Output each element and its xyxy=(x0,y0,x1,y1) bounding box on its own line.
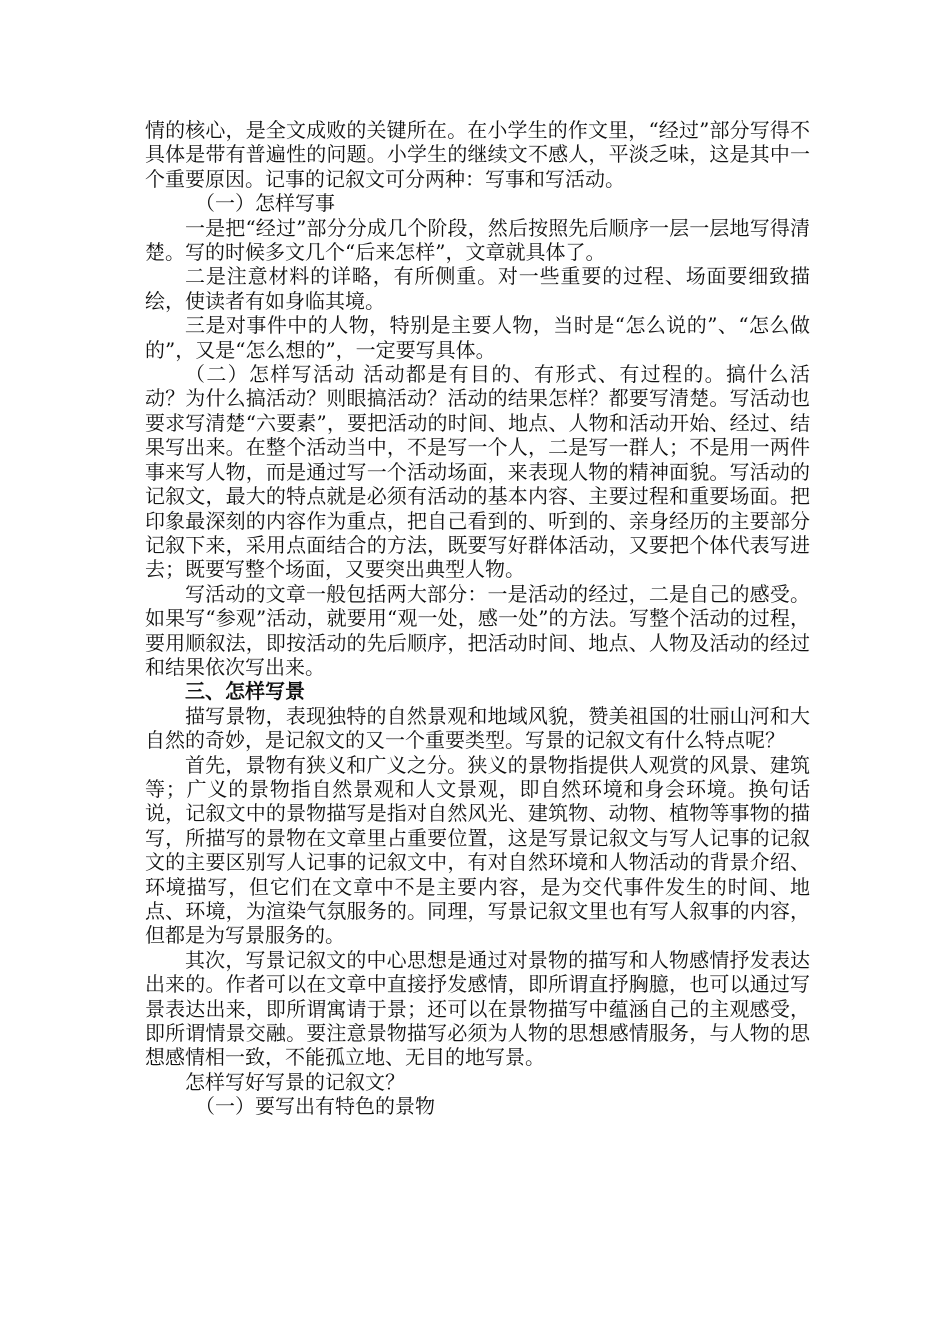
section-heading-scenery: 三、怎样写景 xyxy=(185,679,305,704)
subheading-how-to-write-events: （一）怎样写事 xyxy=(195,191,335,216)
paragraph-scenery-question: 怎样写好写景的记叙文？ xyxy=(185,1069,405,1094)
paragraph-scenery-first: 首先，景物有狭义和广义之分。狭义的景物指提供人观赏的风景、建筑等；广义的景物指自然景观和人文景观，即自然环境和身会环境。换句话说，记叙文中的景物描写是指对自然风光、建筑物、动物、植物等事物的描写，所描写的景物在文章里占重要位置，这是写景记叙文与写人记事的记叙文的主要区别写人记事的记叙文中，有对自然环境和人物活动的背景介绍、环境描写，但它们在文章中不是主要内容，是为交代事件发生的时间、地点、环境，为渲染气氛服务的。同理，写景记叙文里也有写人叙事的内容，但都是为写景服务的。 xyxy=(145,752,810,948)
paragraph-intro: 情的核心，是全文成败的关键所在。在小学生的作文里，“经过”部分写得不具体是带有普遍性的问题。小学生的继续文不感人，平淡乏味，这是其中一个重要原因。记事的记叙文可分两种：写事和写活动。 xyxy=(145,118,810,191)
paragraph-scenery-second: 其次，写景记叙文的中心思想是通过对景物的描写和人物感情抒发表达出来的。作者可以在文章中直接抒发感情，即所谓直抒胸臆，也可以通过写景表达出来，即所谓寓请于景；还可以在景物描写中蕴涵自己的主观感受，即所谓情景交融。要注意景物描写必须为人物的思想感情服务，与人物的思想感情相一致，不能孤立地、无目的地写景。 xyxy=(145,947,810,1070)
subheading-distinctive-scenery: （一）要写出有特色的景物 xyxy=(195,1094,435,1119)
paragraph-point-one: 一是把“经过”部分分成几个阶段，然后按照先后顺序一层一层地写得清楚。写的时候多文几个“后来怎样”，文章就具体了。 xyxy=(145,215,810,265)
paragraph-point-three: 三是对事件中的人物，特别是主要人物，当时是“怎么说的”、“怎么做的”，又是“怎么想的”，一定要写具体。 xyxy=(145,313,810,362)
paragraph-point-two: 二是注意材料的详略，有所侧重。对一些重要的过程、场面要细致描绘，使读者有如身临其境。 xyxy=(145,264,810,313)
paragraph-how-to-write-activities: （二）怎样写活动 活动都是有目的、有形式、有过程的。搞什么活动？为什么搞活动？则眼搞活动？活动的结果怎样？都要写清楚。写活动也要求写清楚“六要素”，要把活动的时间、地点、人物和活动开始、经过、结果写出来。在整个活动当中，不是写一个人，二是写一群人；不是用一两件事来写人物，而是通过写一个活动场面，来表现人物的精神面貌。写活动的记叙文，最大的特点就是必须有活动的基本内容、主要过程和重要场面。把印象最深刻的内容作为重点，把自己看到的、听到的、亲身经历的主要部分记叙下来，采用点面结合的方法，既要写好群体活动，又要把个体代表写进去；既要写整个场面，又要突出典型人物。 xyxy=(145,362,810,582)
paragraph-scenery-intro: 描写景物，表现独特的自然景观和地域风貌，赞美祖国的壮丽山河和大自然的奇妙，是记叙文的又一个重要类型。写景的记叙文有什么特点呢？ xyxy=(145,703,810,753)
document-page xyxy=(145,118,810,1119)
paragraph-activity-structure: 写活动的文章一般包括两大部分：一是活动的经过，二是自己的感受。如果写“参观”活动，就要用“观一处，感一处”的方法。写整个活动的过程，要用顺叙法，即按活动的先后顺序，把活动时间、地点、人物及活动的经过和结果依次写出来。 xyxy=(145,581,810,679)
